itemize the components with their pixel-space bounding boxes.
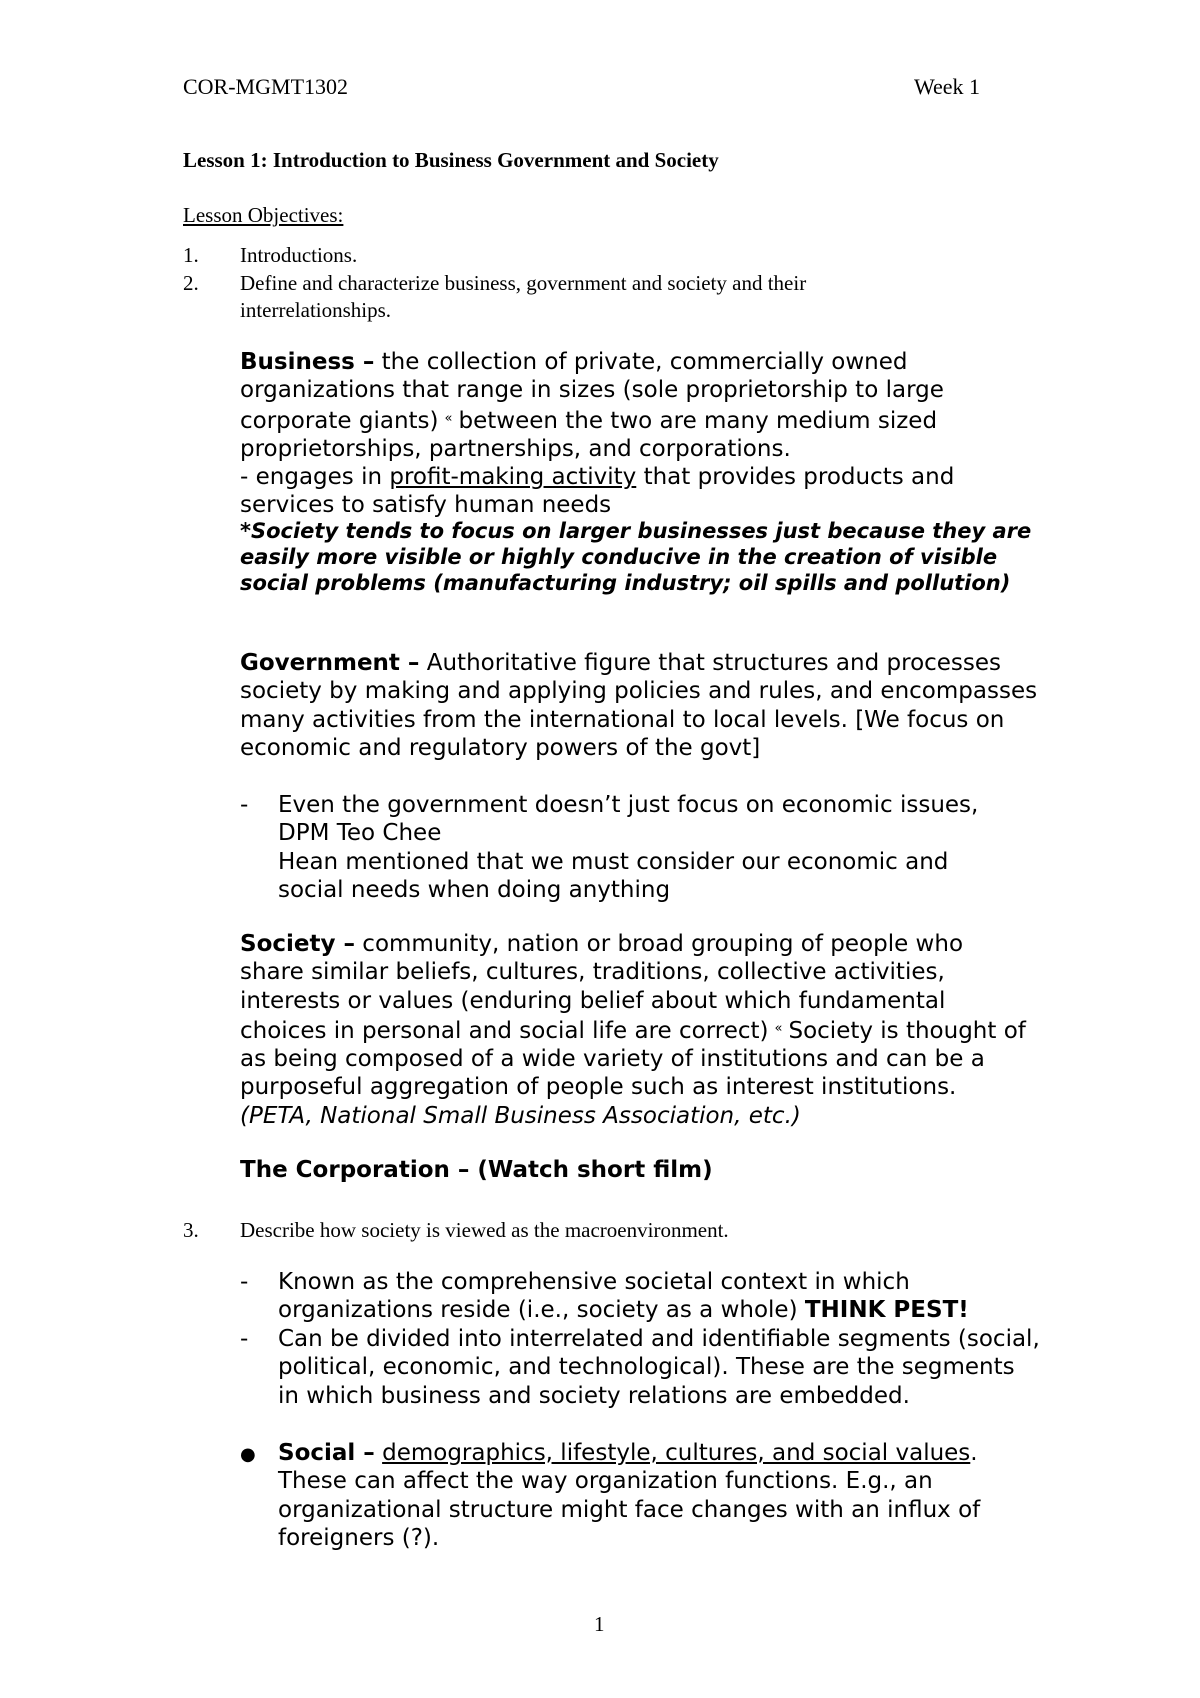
social-term: Social – [278,1440,375,1466]
government-bullet-line-2: DPM Teo Chee [278,820,442,847]
government-term: Government – [240,650,420,676]
objective-2-number: 2. [183,271,199,295]
corporation-heading: The Corporation – (Watch short film) [240,1157,713,1183]
business-note: *Society tends to focus on larger businesses just because they are easily more visible or highly conducive in the creation of visible social problems (manufacturing industry; oil spills and pollution) [240,519,1032,595]
business-definition [240,348,1040,520]
page-number: 1 [594,1612,605,1636]
society-examples: (PETA, National Small Business Association, etc.) [240,1102,801,1129]
business-text-2: between the two are many medium sized proprietorships, partnerships, and corporations. [240,407,938,462]
business-engages-suffix: that provides products and services to satisfy human needs [240,464,955,519]
objective-1-text: Introductions. [240,243,358,267]
business-engages-link: profit-making activity [389,464,637,491]
dash-marker: - [240,792,249,818]
objective-3-text: Describe how society is viewed as the macroenvironment. [240,1218,729,1242]
objectives-heading: Lesson Objectives: [183,203,344,227]
social-text: . These can affect the way organization functions. E.g., an organizational structure might face changes with an influx of foreigners (?). [278,1440,981,1551]
society-term: Society – [240,931,355,957]
macro-bullet-1-bold: THINK PEST! [804,1297,969,1324]
business-text-1: the collection of private, commercially owned organizations that range in sizes (sole proprietorship to large corporate giants) [240,349,944,434]
government-text: Authoritative figure that structures and processes society by making and applying policies and rules, and encompasses many activities from the international to local levels. [We focus on economic and regulatory powers of the govt] [240,650,1038,761]
government-bullet-line-1: Even the government doesn’t just focus on economic issues, [278,792,979,818]
bullet-dot-icon: ● [240,1444,256,1465]
objective-2-line2: interrelationships. [240,298,392,322]
macro-bullet-3 [240,1439,1040,1552]
social-link: demographics, lifestyle, cultures, and social values [382,1440,971,1466]
week-label: Week 1 [914,74,981,99]
objective-2-line1: Define and characterize business, government and society and their [240,271,807,295]
lesson-title: Lesson 1: Introduction to Business Government and Society [183,148,719,172]
business-engages-prefix: - engages in [240,464,390,491]
dash-marker: - [240,1269,249,1295]
macro-bullet-1 [240,1268,1030,1325]
objective-1-number: 1. [183,243,199,267]
government-definition [240,649,1060,762]
arrow-icon: « [774,1020,783,1036]
macro-bullet-2-text: Can be divided into interrelated and identifiable segments (social, political, economic, and technological). These are the segments in which business and society relations are embedded. [278,1326,1040,1409]
society-definition [240,930,1030,1130]
macro-bullet-2 [240,1325,1040,1410]
objective-3-number: 3. [183,1218,199,1242]
arrow-icon: « [444,410,453,426]
government-bullet-line-3: Hean mentioned that we must consider our economic and [278,848,949,875]
government-bullet [240,791,1060,904]
business-term: Business – [240,349,375,375]
macro-bullet-1-text: Known as the comprehensive societal context in which organizations reside (i.e., society as a whole) [278,1269,910,1324]
government-bullet-line-4: social needs when doing anything [278,876,671,903]
society-text-2: Society is thought of as being composed of a wide variety of institutions and can be a purposeful aggregation of people such as interest institutions. [240,1017,1026,1101]
society-text-1: community, nation or broad grouping of people who share similar beliefs, cultures, traditions, collective activities, interests or values (enduring belief about which fundamental choices in personal and social life are correct) [240,931,964,1044]
course-code: COR-MGMT1302 [183,74,349,99]
dash-marker: - [240,1326,249,1352]
